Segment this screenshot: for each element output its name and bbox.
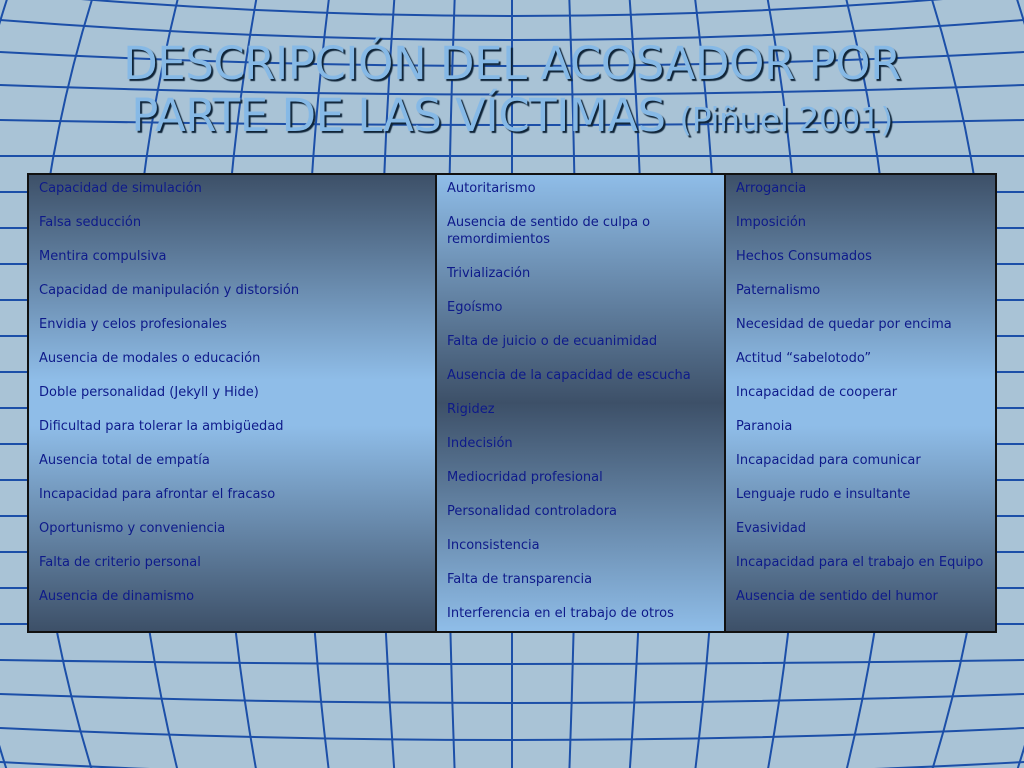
trait-item: Falsa seducción	[39, 215, 142, 230]
trait-item: Trivialización	[447, 266, 531, 281]
trait-item: Capacidad de simulación	[39, 181, 202, 196]
trait-item: Incapacidad para comunicar	[736, 453, 921, 468]
trait-item: Falta de criterio personal	[39, 555, 201, 570]
trait-item: Incapacidad para el trabajo en Equipo	[736, 555, 984, 570]
trait-item: Incapacidad de cooperar	[736, 385, 898, 400]
trait-item: Mediocridad profesional	[447, 470, 603, 485]
trait-item: Ausencia de sentido de culpa o remordimientos	[447, 215, 651, 247]
title-citation: (Piñuel 2001)	[679, 100, 893, 139]
trait-item: Hechos Consumados	[736, 249, 872, 264]
trait-item: Falta de juicio o de ecuanimidad	[447, 334, 658, 349]
trait-item: Capacidad de manipulación y distorsión	[39, 283, 300, 298]
trait-item: Falta de transparencia	[447, 572, 593, 587]
trait-item: Lenguaje rudo e insultante	[736, 487, 911, 502]
trait-item: Ausencia de dinamismo	[39, 589, 195, 604]
trait-item: Actitud “sabelotodo”	[736, 351, 872, 366]
trait-item: Paternalismo	[736, 283, 821, 298]
trait-item: Oportunismo y conveniencia	[39, 521, 226, 536]
trait-item: Rigidez	[447, 402, 495, 417]
traits-column-3	[726, 175, 995, 631]
trait-item: Evasividad	[736, 521, 807, 536]
trait-item: Indecisión	[447, 436, 513, 451]
trait-item: Personalidad controladora	[447, 504, 618, 519]
trait-item: Mentira compulsiva	[39, 249, 167, 264]
title-line-2	[0, 90, 1024, 146]
trait-item: Interferencia en el trabajo de otros	[447, 606, 674, 621]
trait-item: Ausencia de la capacidad de escucha	[447, 368, 691, 383]
trait-item: Ausencia de sentido del humor	[736, 589, 938, 604]
trait-item: Egoísmo	[447, 300, 503, 315]
trait-item: Envidia y celos profesionales	[39, 317, 227, 332]
trait-item: Inconsistencia	[447, 538, 540, 553]
trait-item: Paranoia	[736, 419, 793, 434]
trait-item: Imposición	[736, 215, 807, 230]
trait-item: Necesidad de quedar por encima	[736, 317, 952, 332]
title-line-2-text: PARTE DE LAS VÍCTIMAS	[131, 89, 666, 142]
traits-column-2	[437, 175, 726, 631]
title-line-1: DESCRIPCIÓN DEL ACOSADOR POR	[123, 37, 901, 90]
slide-title	[0, 38, 1024, 146]
trait-item: Ausencia de modales o educación	[39, 351, 261, 366]
trait-item: Arrogancia	[736, 181, 807, 196]
traits-table	[27, 173, 997, 633]
trait-item: Autoritarismo	[447, 181, 536, 196]
traits-column-1	[29, 175, 437, 631]
trait-item: Incapacidad para afrontar el fracaso	[39, 487, 276, 502]
trait-item: Dificultad para tolerar la ambigüedad	[39, 419, 284, 434]
trait-item: Doble personalidad (Jekyll y Hide)	[39, 385, 259, 400]
trait-item: Ausencia total de empatía	[39, 453, 210, 468]
